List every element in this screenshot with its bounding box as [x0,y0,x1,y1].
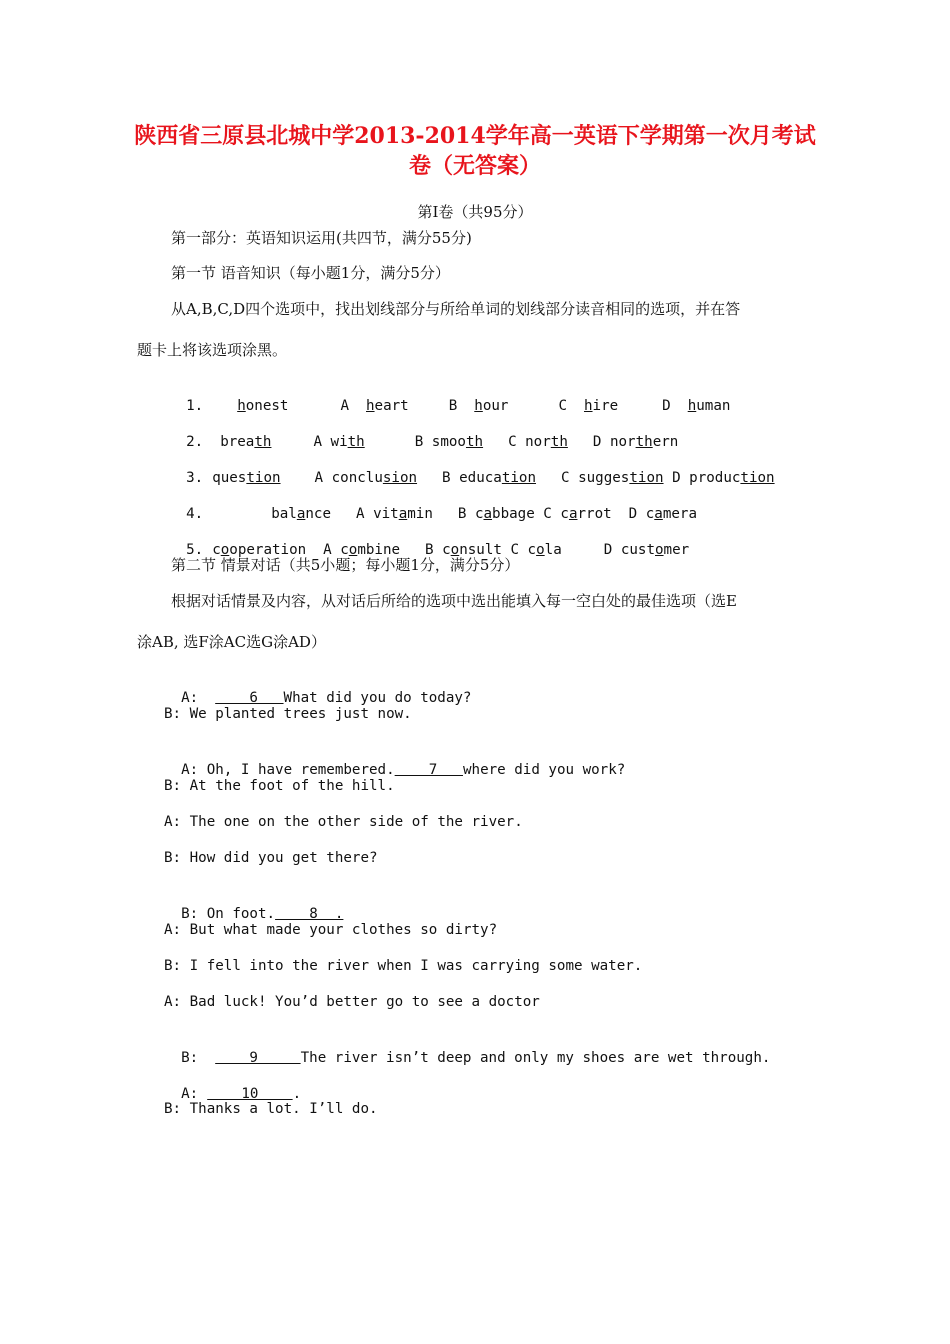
dialogue-line-8: A: But what made your clothes so dirty? [164,922,498,938]
part-one-heading: 第一部分：英语知识运用(共四节，满分55分) [171,229,472,247]
dialogue-line-12: A: 10 . [181,1086,302,1102]
blank-7: 7 [394,762,463,778]
dialogue-line-9: B: I fell into the river when I was carrying some water. [164,958,643,974]
section-one-instruction: 从A,B,C,D四个选项中，找出划线部分与所给单词的划线部分读音相同的选项，并在答 [171,300,741,318]
blank-9: 9 [215,1050,301,1066]
dialogue-line-5: A: The one on the other side of the river. [164,814,523,830]
section-two-heading: 第二节 情景对话（共5小题；每小题1分，满分5分） [171,556,520,574]
question-4: 4. balance A vitamin B cabbage C carrot D camera [186,506,697,522]
section-two-instruction: 根据对话情景及内容，从对话后所给的选项中选出能填入每一空白处的最佳选项（选E [171,592,737,610]
dialogue-line-7: B: On foot. 8 . [181,906,344,922]
question-1: 1. honest A heart B hour C hire D human [186,398,731,414]
question-3: 3. question A conclusion B education C suggestion D production [186,470,775,486]
section-one-heading: 第一节 语音知识（每小题1分，满分5分） [171,264,450,282]
document-title [100,121,850,181]
dialogue-line-3: A: Oh, I have remembered. 7 where did you work? [181,762,626,778]
question-2: 2. breath A with B smooth C north D northern [186,434,679,450]
section-two-instruction-cont: 涂AB, 选F涂AC选G涂AD） [137,633,326,651]
dialogue-line-6: B: How did you get there? [164,850,378,866]
title-line-1: 陕西省三原县北城中学2013-2014学年高一英语下学期第一次月考试 [134,123,816,149]
dialogue-line-4: B: At the foot of the hill. [164,778,395,794]
volume-heading: 第I卷（共95分） [417,203,533,221]
dialogue-line-1: A: 6 What did you do today? [181,690,472,706]
blank-6: 6 [215,690,284,706]
dialogue-line-2: B: We planted trees just now. [164,706,412,722]
dialogue-line-11: B: 9 The river isn’t deep and only my shoes are wet through. [181,1050,771,1066]
dialogue-line-10: A: Bad luck! You’d better go to see a doctor [164,994,540,1010]
title-line-2: 卷（无答案） [408,153,541,179]
section-one-instruction-cont: 题卡上将该选项涂黑。 [137,341,288,359]
question-5: 5. cooperation A combine B consult C cola D customer [186,542,690,558]
dialogue-line-13: B: Thanks a lot. I’ll do. [164,1101,378,1117]
blank-10: 10 [207,1086,293,1102]
blank-8: 8 . [275,906,344,922]
